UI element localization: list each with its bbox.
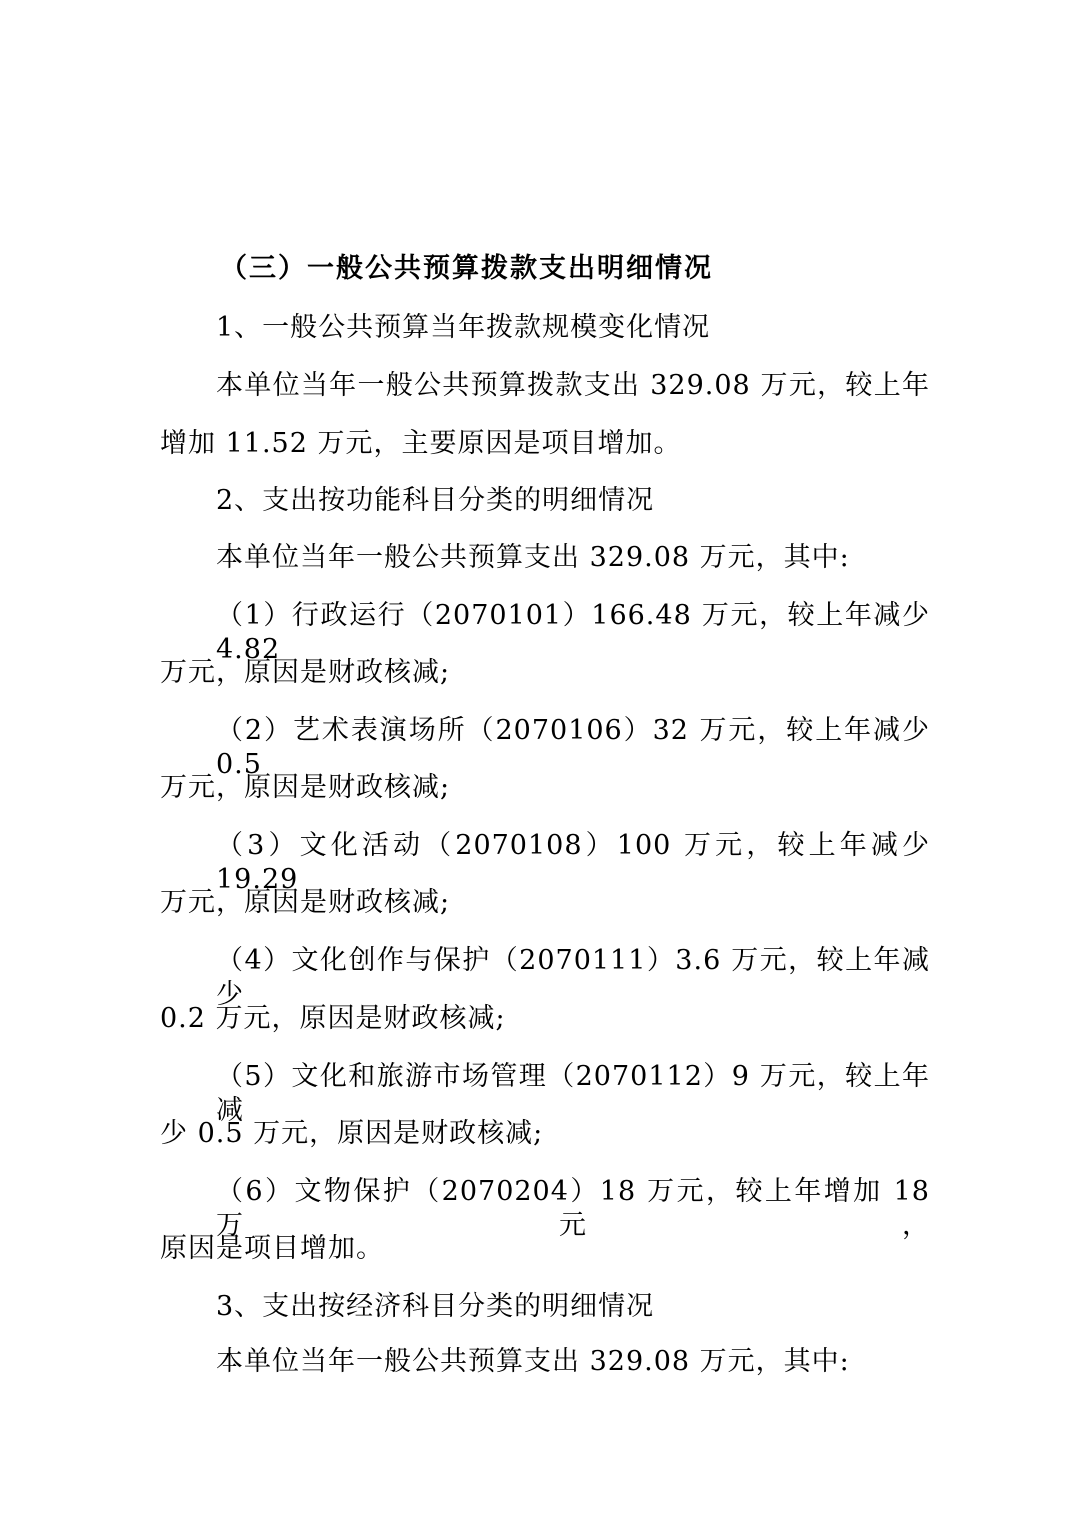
subsection-title-3: 3、支出按经济科目分类的明细情况: [216, 1291, 655, 1322]
list-item-line: （5）文化和旅游市场管理（2070112）9 万元，较上年减: [216, 1061, 930, 1126]
paragraph-line: 本单位当年一般公共预算支出 329.08 万元，其中:: [216, 1346, 850, 1377]
list-item-line: （4）文化创作与保护（2070111）3.6 万元，较上年减少: [216, 945, 930, 1010]
list-item-line: （1）行政运行（2070101）166.48 万元，较上年减少 4.82: [216, 600, 930, 665]
paragraph-line: 本单位当年一般公共预算支出 329.08 万元，其中:: [216, 542, 850, 573]
list-item-line: 万元，原因是财政核减;: [160, 657, 451, 688]
section-heading: （三）一般公共预算拨款支出明细情况: [220, 253, 713, 284]
paragraph-line: 本单位当年一般公共预算拨款支出 329.08 万元，较上年: [216, 370, 930, 401]
list-item-line: 少 0.5 万元，原因是财政核减;: [160, 1118, 544, 1149]
list-item-line: （3）文化活动（2070108）100 万元，较上年减少 19.29: [216, 830, 930, 895]
list-item-line: 0.2 万元，原因是财政核减;: [160, 1003, 506, 1034]
list-item-line: 万元，原因是财政核减;: [160, 772, 451, 803]
subsection-title-2: 2、支出按功能科目分类的明细情况: [216, 485, 655, 516]
list-item-line: （2）艺术表演场所（2070106）32 万元，较上年减少 0.5: [216, 715, 930, 780]
paragraph-line: 增加 11.52 万元，主要原因是项目增加。: [160, 428, 682, 459]
list-item-line: 原因是项目增加。: [160, 1233, 384, 1264]
subsection-title-1: 1、一般公共预算当年拨款规模变化情况: [216, 312, 711, 343]
list-item-line: （6）文物保护（2070204）18 万元，较上年增加 18 万元，: [216, 1176, 930, 1241]
list-item-line: 万元，原因是财政核减;: [160, 887, 451, 918]
